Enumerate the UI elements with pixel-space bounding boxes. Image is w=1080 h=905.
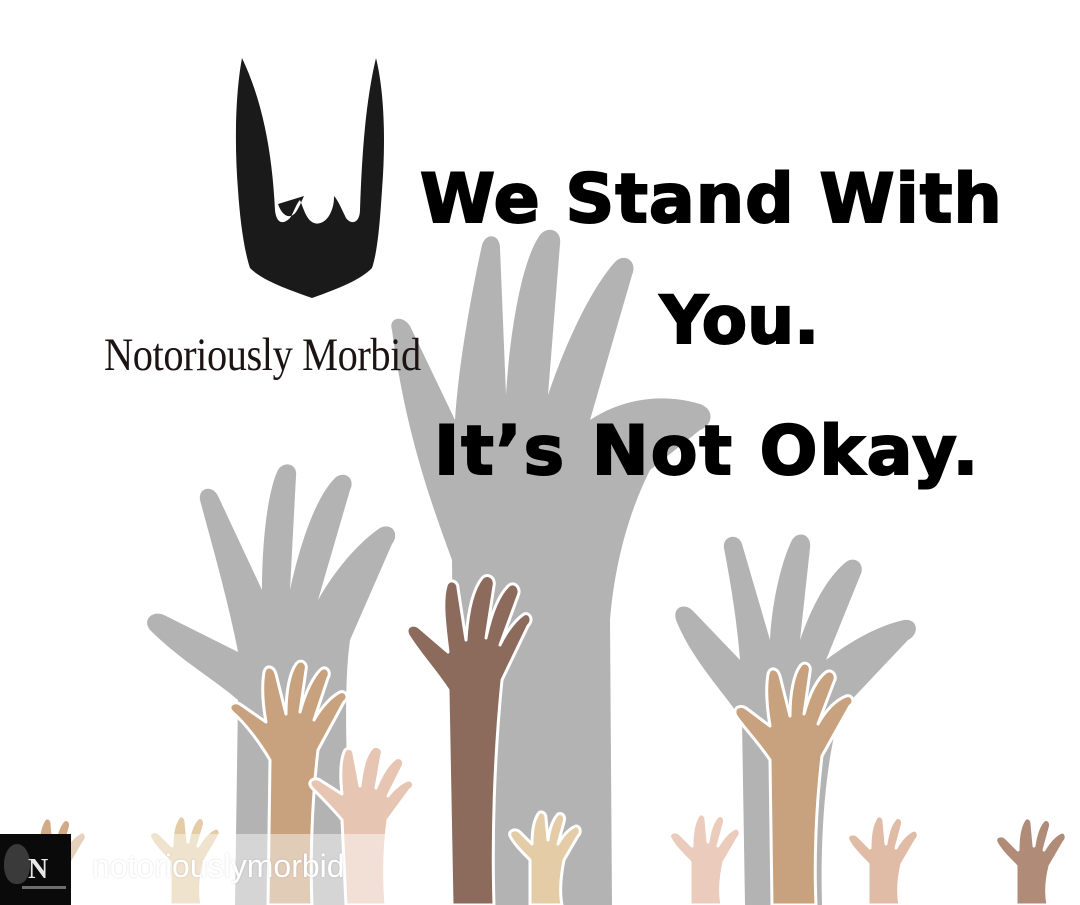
horned-bat-logo-icon — [236, 58, 384, 298]
avatar-letter: N — [28, 854, 49, 885]
brand-name: Notoriously Morbid — [104, 329, 421, 381]
headline-line-1: We Stand With — [420, 160, 1003, 239]
pink-hand-2 — [670, 814, 740, 905]
headline-line-2: You. — [660, 282, 820, 359]
profile-avatar-icon[interactable] — [0, 834, 71, 905]
brown-hand-2 — [996, 818, 1066, 905]
repost-username[interactable]: notoriouslymorbid — [92, 848, 345, 884]
avatar-face — [4, 844, 30, 884]
avatar-caption-line — [22, 886, 66, 889]
headline-line-3: It’s Not Okay. — [434, 412, 981, 491]
pink-hand-3 — [848, 816, 918, 905]
